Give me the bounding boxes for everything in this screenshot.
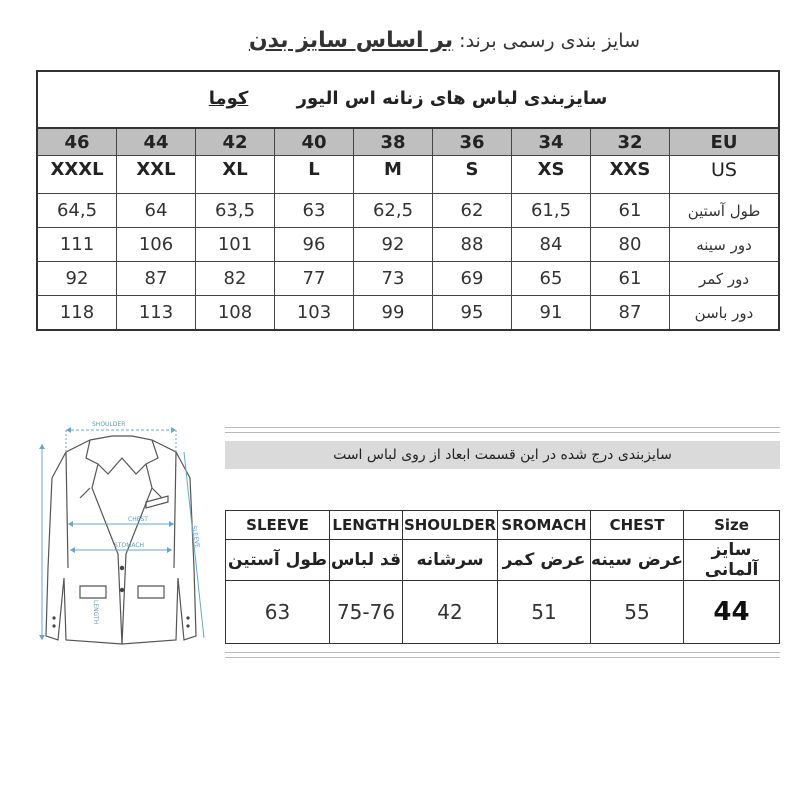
table-row [37, 262, 779, 296]
row-label: دور سینه [670, 228, 780, 262]
us-size-cell: L [275, 156, 354, 194]
title-emphasis: بر اساس سایز بدن [248, 28, 454, 53]
eu-size-cell: 44 [117, 128, 196, 156]
title-prefix: سایز بندی رسمی برند: [459, 30, 640, 52]
table-cell: 64,5 [37, 194, 117, 228]
us-size-cell: XXS [591, 156, 670, 194]
header-row-persian [226, 540, 780, 581]
table-divider-top [225, 427, 780, 433]
table-cell: 84 [512, 228, 591, 262]
table-cell: 87 [117, 262, 196, 296]
eu-size-cell: 32 [591, 128, 670, 156]
table-cell: 87 [591, 296, 670, 331]
length-label: LENGTH [92, 600, 99, 625]
column-header: SHOULDER [403, 511, 498, 540]
table-cell: 82 [196, 262, 275, 296]
table-row [226, 581, 780, 644]
table-cell: 80 [591, 228, 670, 262]
table-cell: 62 [433, 194, 512, 228]
us-size-cell: XL [196, 156, 275, 194]
size-value-cell: 44 [684, 581, 780, 644]
eu-size-cell: 34 [512, 128, 591, 156]
eu-size-cell: 40 [275, 128, 354, 156]
chest-label: CHEST [128, 516, 148, 523]
us-size-cell: S [433, 156, 512, 194]
jacket-measurement-diagram [28, 418, 212, 648]
table-cell: 106 [117, 228, 196, 262]
header-row-english [226, 511, 780, 540]
eu-size-cell: 36 [433, 128, 512, 156]
table-divider-bottom [225, 652, 780, 658]
table-cell: 113 [117, 296, 196, 331]
table-cell: 96 [275, 228, 354, 262]
table-cell: 61,5 [512, 194, 591, 228]
us-size-cell: XXXL [37, 156, 117, 194]
table-row [37, 296, 779, 331]
table-cell: 62,5 [354, 194, 433, 228]
column-header: LENGTH [330, 511, 403, 540]
table-cell: 65 [512, 262, 591, 296]
column-header: سایز آلمانی [684, 540, 780, 581]
column-header: SROMACH [498, 511, 591, 540]
page-title [200, 28, 640, 62]
eu-size-cell: 42 [196, 128, 275, 156]
column-header: CHEST [591, 511, 684, 540]
brand-name: کوما [208, 88, 249, 109]
table-cell: 92 [354, 228, 433, 262]
us-size-cell: M [354, 156, 433, 194]
column-header: Size [684, 511, 780, 540]
row-label: طول آستین [670, 194, 780, 228]
us-size-cell: XXL [117, 156, 196, 194]
column-header: طول آستین [226, 540, 330, 581]
table-cell: 103 [275, 296, 354, 331]
table-row [37, 194, 779, 228]
eu-label-cell: EU [670, 128, 780, 156]
table-cell: 101 [196, 228, 275, 262]
table-cell: 91 [512, 296, 591, 331]
table-cell: 99 [354, 296, 433, 331]
table-cell: 61 [591, 194, 670, 228]
eu-size-cell: 38 [354, 128, 433, 156]
caption-text: سایزبندی لباس های زنانه اس الیور [296, 88, 608, 109]
table-cell: 63 [226, 581, 330, 644]
column-header: قد لباس [330, 540, 403, 581]
garment-size-table [225, 510, 780, 644]
table-cell: 88 [433, 228, 512, 262]
table-cell: 69 [433, 262, 512, 296]
jacket-outline-icon [46, 436, 196, 644]
table-cell: 108 [196, 296, 275, 331]
table-row [37, 228, 779, 262]
column-header: سرشانه [403, 540, 498, 581]
table-cell: 111 [37, 228, 117, 262]
column-header: عرض سینه [591, 540, 684, 581]
brand-size-table [36, 70, 780, 331]
eu-size-cell: 46 [37, 128, 117, 156]
column-header: SLEEVE [226, 511, 330, 540]
table-cell: 75-76 [330, 581, 403, 644]
sleeve-label: SLEEVE [190, 525, 201, 549]
row-label: دور باسن [670, 296, 780, 331]
table-cell: 55 [591, 581, 684, 644]
stomach-label: STOMACH [114, 542, 145, 549]
table-cell: 95 [433, 296, 512, 331]
table-cell: 63 [275, 194, 354, 228]
table-cell: 118 [37, 296, 117, 331]
row-label: دور کمر [670, 262, 780, 296]
table-cell: 92 [37, 262, 117, 296]
us-label-cell: US [670, 156, 780, 194]
us-size-cell: XS [512, 156, 591, 194]
table-cell: 64 [117, 194, 196, 228]
garment-table-note: سایزبندی درج شده در این قسمت ابعاد از روی لباس است [225, 441, 780, 469]
shoulder-label: SHOULDER [92, 421, 126, 428]
table-cell: 73 [354, 262, 433, 296]
table-cell: 61 [591, 262, 670, 296]
column-header: عرض کمر [498, 540, 591, 581]
us-size-row [37, 156, 779, 194]
eu-size-row [37, 128, 779, 156]
size-table-caption [37, 71, 779, 128]
table-cell: 63,5 [196, 194, 275, 228]
table-cell: 51 [498, 581, 591, 644]
table-cell: 77 [275, 262, 354, 296]
table-cell: 42 [403, 581, 498, 644]
